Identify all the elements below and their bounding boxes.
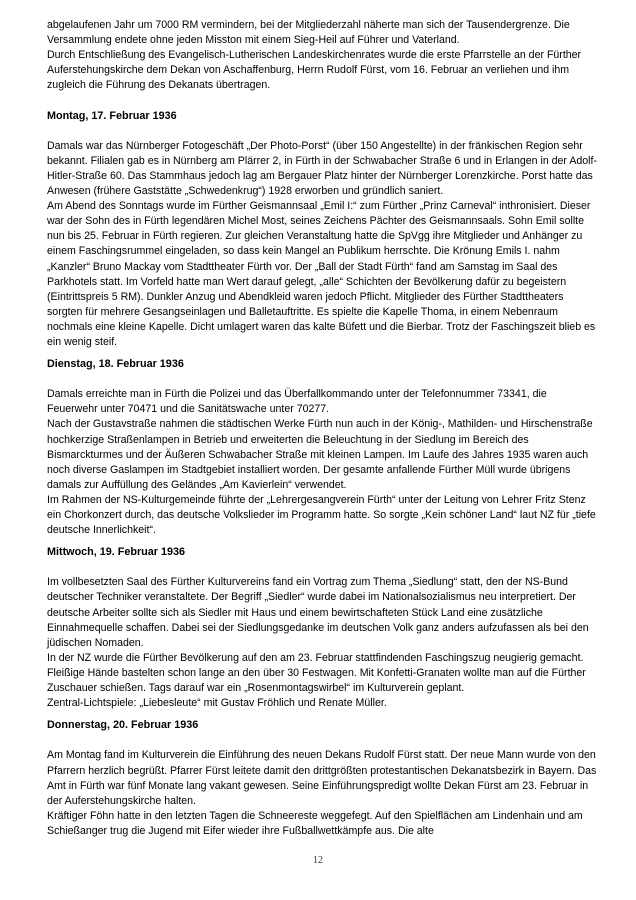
page-body	[47, 18, 599, 839]
paragraph: Nach der Gustavstraße nahmen die städtischen Werke Fürth nun auch in der König-, Mathilden- und Hirschenstraße hochkerzige Straßenlampen in Betrieb und erweiterten die Beleuchtung in der Siedlung im Bereich des Bismarckturmes und der Äußeren Schwabacher Straße mit kleinen Lampen. Im Laufe des Jahres 1935 waren auch noch diverse Gaslampen im Stadtgebiet installiert worden. Der gesamte anfallende Fürther Müll wurde übrigens damals zur Auffüllung des Geländes „Am Kavierlein“ verwendet.	[47, 418, 593, 491]
paragraph: Kräftiger Föhn hatte in den letzten Tagen die Schneereste weggefegt. Auf den Spielflächen am Lindenhain und am Schießanger trug die Jugend mit Eifer wieder ihre Fußballwettkämpfe aus. Die alte	[47, 809, 583, 837]
paragraph: Damals erreichte man in Fürth die Polizei und das Überfallkommando unter der Telefonnummer 73341, die Feuerwehr unter 70471 und die Sanitätswache unter 70277.	[47, 388, 547, 416]
paragraph: Damals war das Nürnberger Fotogeschäft „Der Photo-Porst“ (über 150 Angestellte) in der fränkischen Region sehr bekannt. Filialen gab es in Nürnberg am Plärrer 2, in Fürth in der Schwabacher Straße 6 und in Erlangen in der Adolf-Hitler-Straße 60. Das Stammhaus jedoch lag am Bergauer Platz hinter der Nürnberger Lorenzkirche. Porst hatte das Anwesen (frühere Gaststätte „Schwedenkrug“) 1928 erworben und gründlich saniert.	[47, 139, 597, 198]
paragraph: Zentral-Lichtspiele: „Liebesleute“ mit Gustav Fröhlich und Renate Müller.	[47, 697, 387, 710]
paragraph: abgelaufenen Jahr um 7000 RM vermindern, bei der Mitgliederzahl näherte man sich der Tausendergrenze. Die Versammlung endete ohne jeden Misston mit einem Sieg-Heil auf Führer und Vaterland.	[47, 19, 570, 47]
page-number: 12	[313, 855, 323, 866]
paragraph: Durch Entschließung des Evangelisch-Lutherischen Landeskirchenrates wurde die erste Pfarrstelle an der Fürther Auferstehungskirche dem Dekan von Aschaffenburg, Herrn Rudolf Fürst, vom 16. Februar an verliehen und ihm zugleich die Führung des Dekanats übertragen.	[47, 49, 582, 92]
date-heading: Dienstag, 18. Februar 1936	[47, 358, 184, 371]
date-heading: Montag, 17. Februar 1936	[47, 109, 177, 122]
date-heading: Donnerstag, 20. Februar 1936	[47, 719, 199, 732]
paragraph: Im Rahmen der NS-Kulturgemeinde führte der „Lehrergesangverein Fürth“ unter der Leitung von Lehrer Fritz Stenz ein Chorkonzert durch, das deutsche Volkslieder im Programm hatte. So sorgte „Kein schöner Land“ laut NZ für „tiefe deutsche Innerlichkeit“.	[47, 493, 596, 537]
paragraph: In der NZ wurde die Fürther Bevölkerung auf den am 23. Februar stattfindenden Faschingszug neugierig gemacht. Fleißige Hände bastelten schon lange an den über 30 Festwagen. Mit Konfetti-Granaten wollte man auf die Fürther Zuschauer schießen. Tags darauf war ein „Rosenmontagswirbel“ im Kulturverein geplant.	[47, 651, 586, 695]
date-heading: Mittwoch, 19. Februar 1936	[47, 546, 186, 559]
paragraph: Am Abend des Sonntags wurde im Fürther Geismannsaal „Emil I:“ zum Fürther „Prinz Carneval“ inthronisiert. Dieser war der Sohn des in Fürth legendären Michel Most, seines Zeichens Pächter des Geismannsaals. Sohn Emil sollte nun bis 25. Februar in Fürth regieren. Zur gleichen Veranstaltung hatte die SpVgg ihre Mitglieder und Anhänger zu einem Faschingsrummel eingeladen, so dass kein Mangel an Publikum herrschte. Die Krönung Emils I. nahm „Kanzler“ Bruno Mackay vom Stadttheater Fürth vor. Der „Ball der Stadt Fürth“ fand am Samstag im Saal des Parkhotels statt. Im Vorfeld hatte man Wert darauf gelegt, „alle“ Schichten der Bevölkerung dafür zu begeistern (Eintrittspreis 5 RM). Dunkler Anzug und Abendkleid waren jedoch Pflicht. Mitglieder des Fürther Stadttheaters sorgten für mehrere Gesangseinlagen und Balletauftritte. Es spielte die Kapelle Thoma, in einem Nebenraum nochmals eine kleine Kapelle. Dicht umlagert waren das kalte Büfett und die Bierbar. Trotz der Faschingszeit blieb es ein wenig steif.	[47, 200, 596, 348]
paragraph: Am Montag fand im Kulturverein die Einführung des neuen Dekans Rudolf Fürst statt. Der neue Mann wurde von den Pfarrern herzlich begrüßt. Pfarrer Fürst leitete damit den drittgrößten protestantischen Dekanatsbezirk in Bayern. Das Amt in Fürth war fünf Monate lang vakant gewesen. Seine Einführungspredigt wollte Dekan Fürst am 23. Februar in der Auferstehungskirche halten.	[47, 749, 597, 807]
paragraph: Im vollbesetzten Saal des Fürther Kulturvereins fand ein Vortrag zum Thema „Siedlung“ statt, den der NS-Bund deutscher Techniker veranstaltete. Der Begriff „Siedler“ wurde dabei im Nationalsozialismus neu interpretiert. Der deutsche Arbeiter sollte sich als Siedler mit Haus und einem bewirtschafteten Stück Land eine zusätzliche Einnahmequelle schaffen. Dabei sei der Siedlungsgedanke im deutschen Volk ganz anders aufzufassen als bei den jüdischen Nomaden.	[47, 576, 589, 649]
